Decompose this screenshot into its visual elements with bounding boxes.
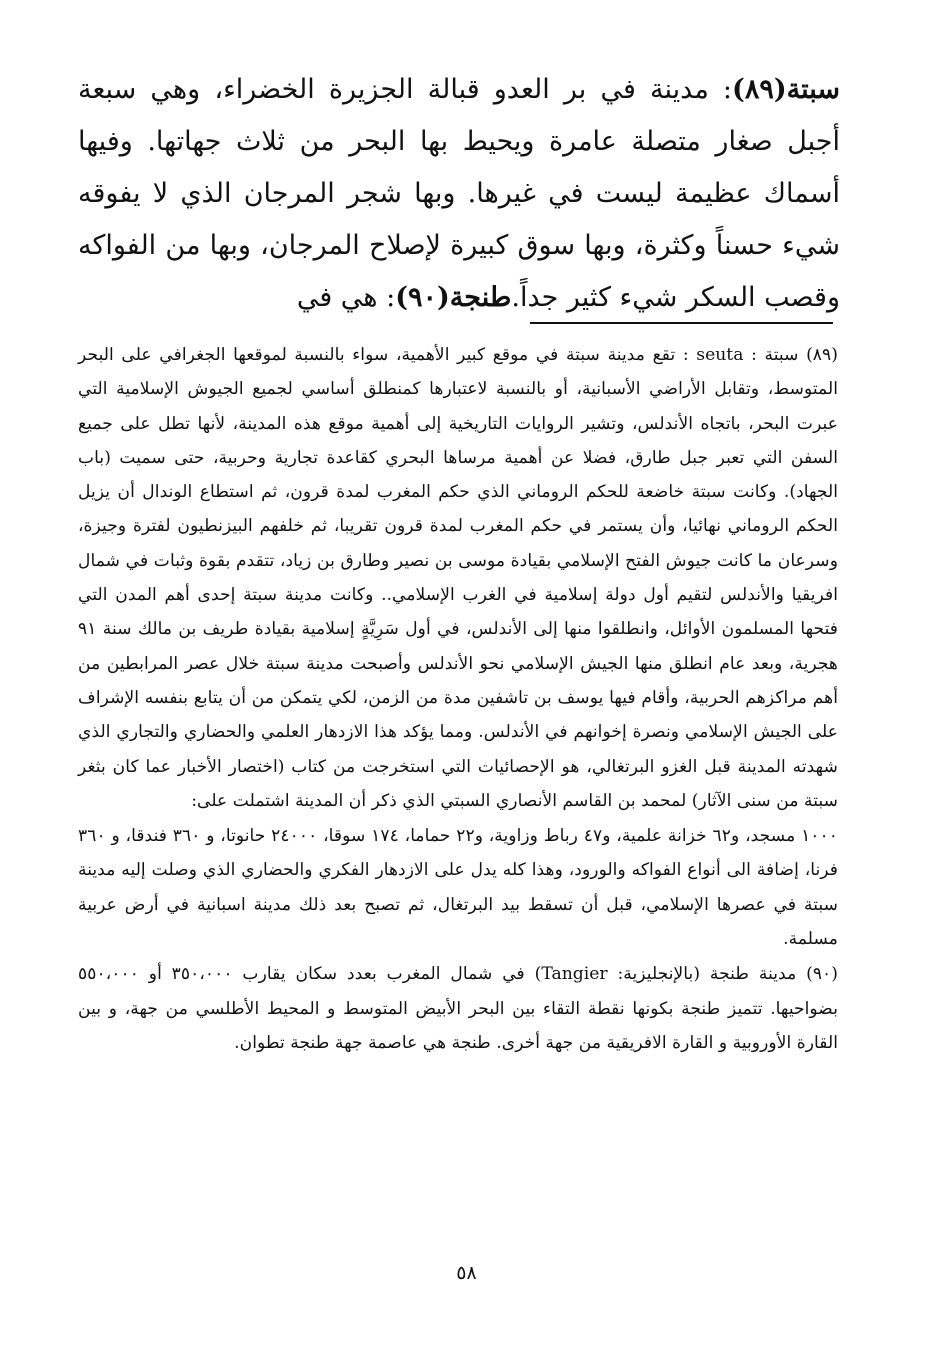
main-text-segment-1: : مدينة في بر العدو قبالة الجزيرة الخضراء، وهي سبعة أجبل صغار متصلة عامرة ويحيط بها البحر من ثلاث جهاتها. وفيها أسماك عظيمة ليست في غيرها. وبها شجر المرجان الذي لا يفوقه شيء حسناً وكثرة، وبها سوق كبيرة لإصلاح المرجان، وبها من الفواكه وقصب السكر شيء كثير جداً. bbox=[78, 74, 840, 313]
term-sebta: سبتة(٨٩) bbox=[732, 74, 840, 105]
page-number: ٥٨ bbox=[456, 1262, 477, 1284]
footnote-90: (٩٠) مدينة طنجة (بالإنجليزية: Tangier) في شمال المغرب بعدد سكان يقارب ٣٥٠،٠٠٠ أو ٥٥٠،٠٠٠ بضواحيها. تتميز طنجة بكونها نقطة التقاء بين البحر الأبيض المتوسط و المحيط الأطلسي من جهة، و بين القارة الأوروبية و القارة الافريقية من جهة أخرى. طنجة هي عاصمة جهة طنجة تطوان. bbox=[78, 964, 838, 1053]
main-text-segment-2: : هي في bbox=[296, 282, 396, 313]
footnotes-section bbox=[78, 338, 838, 1060]
footnote-89-paragraph-1: (٨٩) سبتة : seuta : تقع مدينة سبتة في موقع كبير الأهمية، سواء بالنسبة لموقعها الجغرافي على البحر المتوسط، وتقابل الأراضي الأسبانية، أو بالنسبة لاعتبارها كمنطلق أساسي لجميع الجيوش الإسلامية التي عبرت البحر، باتجاه الأندلس، وتشير الروايات التاريخية إلى أهمية موقع هذه المدينة، لأنها تطل على جميع السفن التي تعبر جبل طارق، فضلا عن أهمية مرساها البحري كقاعدة تجارية وحربية، حتى سميت (باب الجهاد). وكانت سبتة خاضعة للحكم الروماني الذي حكم المغرب لمدة قرون، ثم استطاع الوندال أن يزيل الحكم الروماني نهائيا، وأن يستمر في حكم المغرب لمدة قرون تقريبا، ثم خلفهم البيزنطيون لفترة وجيزة، وسرعان ما كانت جيوش الفتح الإسلامي بقيادة موسى بن نصير وطارق بن زياد، تتقدم بقوة وثبات في شمال افريقيا والأندلس لتقيم أول دولة إسلامية في الغرب الإسلامي.. وكانت مدينة سبتة إحدى أهم المدن التي فتحها المسلمون الأوائل، وانطلقوا منها إلى الأندلس، في أول سَرِيَّةٍ إسلامية بقيادة طريف بن مالك سنة ٩١ هجرية، وبعد عام انطلق منها الجيش الإسلامي نحو الأندلس وأصبحت مدينة سبتة خلال عصر المرابطين من أهم مراكزهم الحربية، وأقام فيها يوسف بن تاشفين مدة من الزمن، لكي يتمكن من أن يتابع بنفسه الإشراف على الجيش الإسلامي ونصرة إخوانهم في الأندلس. ومما يؤكد هذا الازدهار العلمي والحضاري والتجاري الذي شهدته المدينة قبل الغزو البرتغالي، هو الإحصائيات التي استخرجت من كتاب (اختصار الأخبار عما كان بثغر سبتة من سنى الآثار) لمحمد بن القاسم الأنصاري السبتي الذي ذكر أن المدينة اشتملت على: bbox=[78, 345, 838, 811]
term-tanja: طنجة(٩٠) bbox=[395, 282, 512, 313]
footnote-separator bbox=[530, 322, 833, 324]
footnote-89-paragraph-2: ١٠٠٠ مسجد، و٦٢ خزانة علمية، و٤٧ رباط وزاوية، و٢٢ حماما، ١٧٤ سوقا، ٢٤٠٠٠ حانوتا، و ٣٦٠ فندقا، و ٣٦٠ فرنا، إضافة الى أنواع الفواكه والورود، وهذا كله يدل على الازدهار الفكري والحضاري الذي وصلت إليه مدينة سبتة في عصرها الإسلامي، قبل أن تسقط بيد البرتغال، ثم تصبح بعد ذلك مدينة اسبانية في أرض عربية مسلمة. bbox=[78, 826, 838, 950]
main-paragraph bbox=[78, 64, 840, 324]
